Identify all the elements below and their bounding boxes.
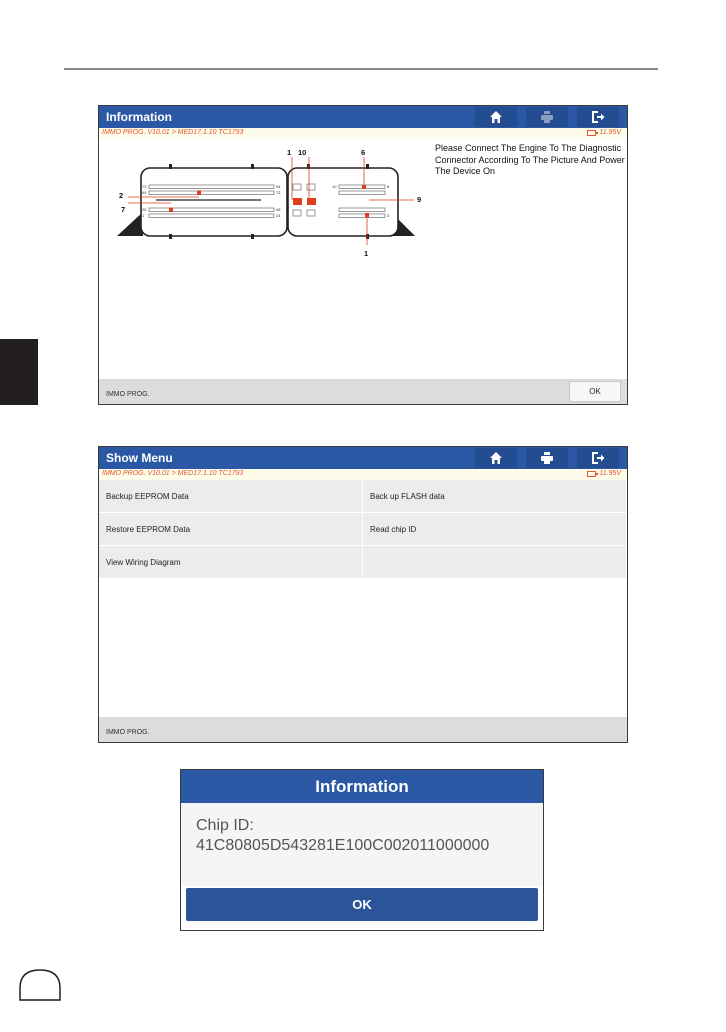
footer-bar — [99, 379, 627, 404]
voltage-value: 11.95V — [599, 470, 621, 477]
page-number-shape — [18, 966, 62, 1002]
home-button[interactable] — [475, 448, 517, 468]
screen-title: Information — [106, 110, 172, 124]
exit-button[interactable] — [577, 448, 619, 468]
menu-item-restore-eeprom[interactable]: Restore EEPROM Data — [99, 513, 363, 545]
title-bar — [99, 447, 627, 469]
menu-item-backup-flash[interactable]: Back up FLASH data — [363, 480, 627, 512]
connector-diagram — [111, 142, 422, 258]
svg-text:3: 3 — [387, 213, 390, 218]
dialog-body — [181, 803, 543, 886]
exit-icon — [591, 110, 605, 124]
svg-text:24: 24 — [276, 213, 281, 218]
screen-title: Show Menu — [106, 451, 173, 465]
menu-grid — [99, 480, 627, 579]
svg-text:25: 25 — [142, 207, 147, 212]
label-1-bottom: 1 — [364, 249, 369, 258]
footer-label: IMMO PROG. — [106, 391, 150, 398]
title-bar — [99, 106, 627, 128]
battery-icon — [587, 130, 596, 136]
chapter-tab — [0, 339, 38, 405]
breadcrumb-bar — [99, 469, 627, 480]
menu-row — [99, 513, 627, 546]
svg-text:1: 1 — [142, 213, 145, 218]
print-icon — [540, 451, 554, 465]
chip-id-value: 41C80805D543281E100C002011000000 — [196, 837, 490, 854]
label-9: 9 — [417, 195, 422, 204]
footer-bar — [99, 717, 627, 742]
menu-item-backup-eeprom[interactable]: Backup EEPROM Data — [99, 480, 363, 512]
menu-row — [99, 480, 627, 513]
menu-item-view-wiring[interactable]: View Wiring Diagram — [99, 546, 363, 578]
chip-id-dialog — [180, 769, 544, 931]
menu-item-read-chip-id[interactable]: Read chip ID — [363, 513, 627, 545]
voltage-indicator — [587, 470, 621, 477]
svg-text:8: 8 — [387, 184, 390, 189]
label-10: 10 — [298, 148, 307, 157]
battery-icon — [587, 471, 596, 477]
exit-button[interactable] — [577, 107, 619, 127]
print-button[interactable] — [526, 107, 568, 127]
svg-text:73: 73 — [142, 184, 147, 189]
show-menu-screen — [98, 446, 628, 743]
header-rule — [64, 68, 658, 70]
label-6: 6 — [361, 148, 366, 157]
svg-text:10: 10 — [332, 184, 337, 189]
breadcrumb: IMMO PROG. V10.01 > MED17.1.10 TC1793 — [102, 129, 244, 136]
label-2: 2 — [119, 191, 124, 200]
breadcrumb-bar — [99, 128, 627, 139]
exit-icon — [591, 451, 605, 465]
svg-text:72: 72 — [276, 190, 281, 195]
label-7: 7 — [121, 205, 126, 214]
voltage-value: 11.95V — [599, 129, 621, 136]
menu-row — [99, 546, 627, 579]
print-button[interactable] — [526, 448, 568, 468]
svg-text:48: 48 — [276, 207, 281, 212]
dialog-ok-button[interactable]: OK — [186, 888, 538, 921]
chip-id-label: Chip ID: — [196, 817, 254, 834]
menu-item-empty — [363, 546, 627, 578]
footer-label: IMMO PROG. — [106, 729, 150, 736]
label-1-top: 1 — [287, 148, 292, 157]
home-button[interactable] — [475, 107, 517, 127]
home-icon — [489, 451, 503, 465]
information-screen — [98, 105, 628, 405]
dialog-title: Information — [181, 770, 543, 803]
breadcrumb: IMMO PROG. V10.01 > MED17.1.10 TC1793 — [102, 470, 244, 477]
svg-text:94: 94 — [276, 184, 281, 189]
voltage-indicator — [587, 129, 621, 136]
home-icon — [489, 110, 503, 124]
svg-text:49: 49 — [142, 190, 147, 195]
ok-button[interactable]: OK — [569, 381, 621, 402]
print-icon — [540, 110, 554, 124]
instruction-message: Please Connect The Engine To The Diagnostic Connector According To The Picture And Power The Device On — [435, 143, 625, 176]
